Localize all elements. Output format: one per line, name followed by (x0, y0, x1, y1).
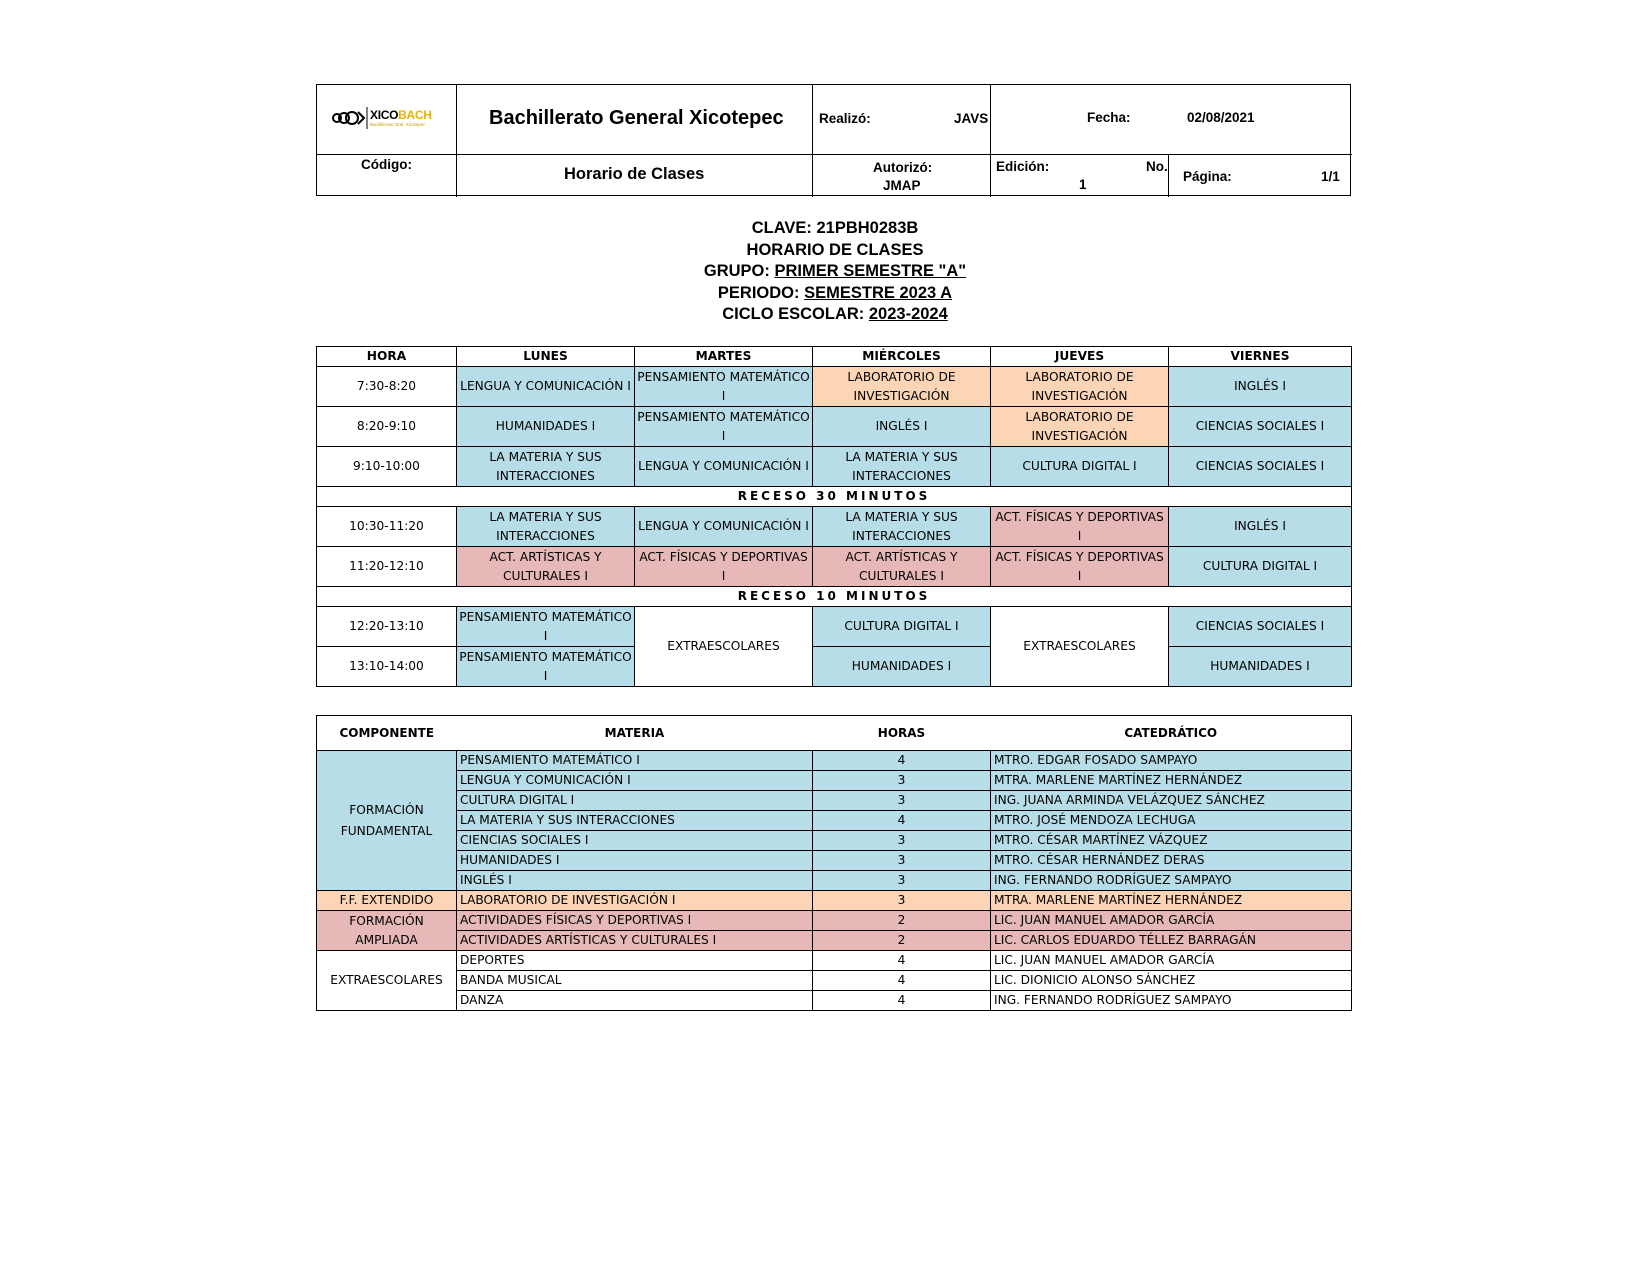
time-cell: 12:20-13:10 (317, 607, 457, 647)
catedratico-cell: LIC. CARLOS EDUARDO TÉLLEZ BARRAGÁN (991, 931, 1352, 951)
subject-row (317, 911, 1352, 931)
extraescolares-cell: EXTRAESCOLARES (991, 607, 1169, 687)
horas-cell: 3 (813, 851, 991, 871)
horas-cell: 4 (813, 951, 991, 971)
logo-text: XICOBACH (370, 108, 432, 122)
extraescolares-cell: EXTRAESCOLARES (635, 607, 813, 687)
class-cell: ACT. FÍSICAS Y DEPORTIVAS I (991, 507, 1169, 547)
class-cell: PENSAMIENTO MATEMÁTICO I (457, 647, 635, 687)
materia-cell: DEPORTES (457, 951, 813, 971)
periodo-line: PERIODO: SEMESTRE 2023 A (717, 283, 953, 302)
header-horas: HORAS (813, 716, 991, 751)
time-cell: 8:20-9:10 (317, 407, 457, 447)
materia-cell: INGLÉS I (457, 871, 813, 891)
horas-cell: 4 (813, 991, 991, 1011)
class-cell: LA MATERIA Y SUS INTERACCIONES (457, 507, 635, 547)
schedule-row (317, 447, 1352, 487)
class-cell: INGLÉS I (1169, 367, 1352, 407)
document-header (316, 84, 1351, 196)
catedratico-cell: MTRO. JOSÉ MENDOZA LECHUGA (991, 811, 1352, 831)
class-cell: PENSAMIENTO MATEMÁTICO I (635, 367, 813, 407)
catedratico-cell: LIC. DIONICIO ALONSO SÁNCHEZ (991, 971, 1352, 991)
class-cell: HUMANIDADES I (813, 647, 991, 687)
horas-cell: 3 (813, 791, 991, 811)
class-cell: ACT. FÍSICAS Y DEPORTIVAS I (635, 547, 813, 587)
class-cell: LENGUA Y COMUNICACIÓN I (635, 447, 813, 487)
materia-cell: ACTIVIDADES FÍSICAS Y DEPORTIVAS I (457, 911, 813, 931)
class-cell: INGLÉS I (813, 407, 991, 447)
time-cell: 11:20-12:10 (317, 547, 457, 587)
materia-cell: PENSAMIENTO MATEMÁTICO I (457, 751, 813, 771)
subject-row (317, 811, 1352, 831)
subject-row (317, 851, 1352, 871)
subject-row (317, 871, 1352, 891)
recess-30-label: RECESO 30 MINUTOS (317, 487, 1352, 507)
realizo-label: Realizó: (819, 111, 871, 126)
catedratico-cell: ING. JUANA ARMINDA VELÁZQUEZ SÁNCHEZ (991, 791, 1352, 811)
class-cell: LENGUA Y COMUNICACIÓN I (635, 507, 813, 547)
class-cell: ACT. FÍSICAS Y DEPORTIVAS I (991, 547, 1169, 587)
grupo-value: PRIMER SEMESTRE "A" (774, 262, 967, 280)
schedule-row (317, 547, 1352, 587)
class-cell: CIENCIAS SOCIALES I (1169, 407, 1352, 447)
schedule-header-row (317, 347, 1352, 367)
horas-cell: 3 (813, 831, 991, 851)
catedratico-cell: LIC. JUAN MANUEL AMADOR GARCÍA (991, 951, 1352, 971)
pagina-value: 1/1 (1321, 169, 1340, 184)
schedule-row (317, 507, 1352, 547)
class-cell: CULTURA DIGITAL I (991, 447, 1169, 487)
materia-cell: LABORATORIO DE INVESTIGACIÓN I (457, 891, 813, 911)
recess-10-label: RECESO 10 MINUTOS (317, 587, 1352, 607)
header-componente: COMPONENTE (317, 716, 457, 751)
horas-cell: 3 (813, 771, 991, 791)
edicion-label: Edición: (996, 159, 1050, 174)
catedratico-cell: MTRA. MARLENE MARTÍNEZ HERNÁNDEZ (991, 771, 1352, 791)
time-cell: 10:30-11:20 (317, 507, 457, 547)
subject-row (317, 971, 1352, 991)
class-cell: CIENCIAS SOCIALES I (1169, 607, 1352, 647)
class-cell: LA MATERIA Y SUS INTERACCIONES (457, 447, 635, 487)
schedule-row (317, 367, 1352, 407)
schedule-row (317, 407, 1352, 447)
ciclo-line: CICLO ESCOLAR: 2023-2024 (722, 305, 948, 323)
class-cell: PENSAMIENTO MATEMÁTICO I (457, 607, 635, 647)
header-lunes: LUNES (457, 347, 635, 367)
horas-cell: 4 (813, 971, 991, 991)
class-cell: LA MATERIA Y SUS INTERACCIONES (813, 447, 991, 487)
horas-cell: 2 (813, 931, 991, 951)
horas-cell: 4 (813, 811, 991, 831)
doc-title: Horario de Clases (564, 165, 705, 183)
schedule-row (317, 607, 1352, 647)
codigo-label: Código: (361, 157, 412, 172)
component-ampliada: FORMACIÓN AMPLIADA (317, 911, 457, 951)
subject-row (317, 951, 1352, 971)
logo-subtext: Bachillerato Gral. Xicotepec (370, 122, 426, 127)
time-cell: 13:10-14:00 (317, 647, 457, 687)
materia-cell: CULTURA DIGITAL I (457, 791, 813, 811)
materia-cell: DANZA (457, 991, 813, 1011)
fecha-label: Fecha: (1087, 110, 1131, 125)
clave-line: CLAVE: 21PBH0283B (751, 219, 919, 237)
component-extraescolares: EXTRAESCOLARES (317, 951, 457, 1011)
materia-cell: ACTIVIDADES ARTÍSTICAS Y CULTURALES I (457, 931, 813, 951)
subject-row (317, 791, 1352, 811)
catedratico-cell: LIC. JUAN MANUEL AMADOR GARCÍA (991, 911, 1352, 931)
materia-cell: BANDA MUSICAL (457, 971, 813, 991)
header-jueves: JUEVES (991, 347, 1169, 367)
catedratico-cell: MTRO. CÉSAR HERNÁNDEZ DERAS (991, 851, 1352, 871)
header-catedratico: CATEDRÁTICO (991, 716, 1352, 751)
ciclo-value: 2023-2024 (868, 305, 948, 323)
autorizo-value: JMAP (883, 178, 921, 193)
horas-cell: 3 (813, 891, 991, 911)
horario-line: HORARIO DE CLASES (746, 240, 924, 259)
grupo-line: GRUPO: PRIMER SEMESTRE "A" (703, 262, 967, 280)
catedratico-cell: MTRO. EDGAR FOSADO SAMPAYO (991, 751, 1352, 771)
class-cell: HUMANIDADES I (457, 407, 635, 447)
subject-row (317, 991, 1352, 1011)
class-cell: LABORATORIO DE INVESTIGACIÓN (991, 367, 1169, 407)
materia-cell: HUMANIDADES I (457, 851, 813, 871)
recess-row (317, 587, 1352, 607)
subject-row (317, 891, 1352, 911)
catedratico-cell: MTRO. CÉSAR MARTÍNEZ VÁZQUEZ (991, 831, 1352, 851)
schedule-table (316, 346, 1352, 687)
subject-row (317, 771, 1352, 791)
class-cell: HUMANIDADES I (1169, 647, 1352, 687)
realizo-value: JAVS (954, 111, 989, 126)
fecha-value: 02/08/2021 (1187, 110, 1255, 125)
horas-cell: 2 (813, 911, 991, 931)
header-miercoles: MIÉRCOLES (813, 347, 991, 367)
materia-cell: CIENCIAS SOCIALES I (457, 831, 813, 851)
class-cell: ACT. ARTÍSTICAS Y CULTURALES I (813, 547, 991, 587)
header-materia: MATERIA (457, 716, 813, 751)
catedratico-cell: ING. FERNANDO RODRÍGUEZ SAMPAYO (991, 991, 1352, 1011)
periodo-value: SEMESTRE 2023 A (804, 283, 953, 302)
component-fundamental: FORMACIÓN FUNDAMENTAL (317, 751, 457, 891)
pagina-label: Página: (1183, 169, 1232, 184)
school-logo (331, 103, 443, 133)
component-extendido: F.F. EXTENDIDO (317, 891, 457, 911)
materia-cell: LA MATERIA Y SUS INTERACCIONES (457, 811, 813, 831)
no-label: No. (1146, 159, 1168, 174)
time-cell: 9:10-10:00 (317, 447, 457, 487)
class-cell: CULTURA DIGITAL I (813, 607, 991, 647)
header-martes: MARTES (635, 347, 813, 367)
schedule-row (317, 647, 1352, 687)
time-cell: 7:30-8:20 (317, 367, 457, 407)
subject-row (317, 751, 1352, 771)
class-cell: LA MATERIA Y SUS INTERACCIONES (813, 507, 991, 547)
class-cell: INGLÉS I (1169, 507, 1352, 547)
school-name: Bachillerato General Xicotepec (489, 107, 784, 129)
header-hora: HORA (317, 347, 457, 367)
subject-row (317, 931, 1352, 951)
catedratico-cell: MTRA. MARLENE MARTÍNEZ HERNÁNDEZ (991, 891, 1352, 911)
header-viernes: VIERNES (1169, 347, 1352, 367)
horas-cell: 4 (813, 751, 991, 771)
subjects-header-row (317, 716, 1352, 751)
title-block (560, 218, 1110, 326)
class-cell: LABORATORIO DE INVESTIGACIÓN (991, 407, 1169, 447)
materia-cell: LENGUA Y COMUNICACIÓN I (457, 771, 813, 791)
recess-row (317, 487, 1352, 507)
autorizo-label: Autorizó: (873, 160, 933, 175)
class-cell: CULTURA DIGITAL I (1169, 547, 1352, 587)
horas-cell: 3 (813, 871, 991, 891)
edicion-value: 1 (1079, 177, 1087, 192)
subjects-table (316, 715, 1352, 1011)
class-cell: LABORATORIO DE INVESTIGACIÓN (813, 367, 991, 407)
class-cell: PENSAMIENTO MATEMÁTICO I (635, 407, 813, 447)
catedratico-cell: ING. FERNANDO RODRÍGUEZ SAMPAYO (991, 871, 1352, 891)
subject-row (317, 831, 1352, 851)
class-cell: CIENCIAS SOCIALES I (1169, 447, 1352, 487)
class-cell: LENGUA Y COMUNICACIÓN I (457, 367, 635, 407)
class-cell: ACT. ARTÍSTICAS Y CULTURALES I (457, 547, 635, 587)
